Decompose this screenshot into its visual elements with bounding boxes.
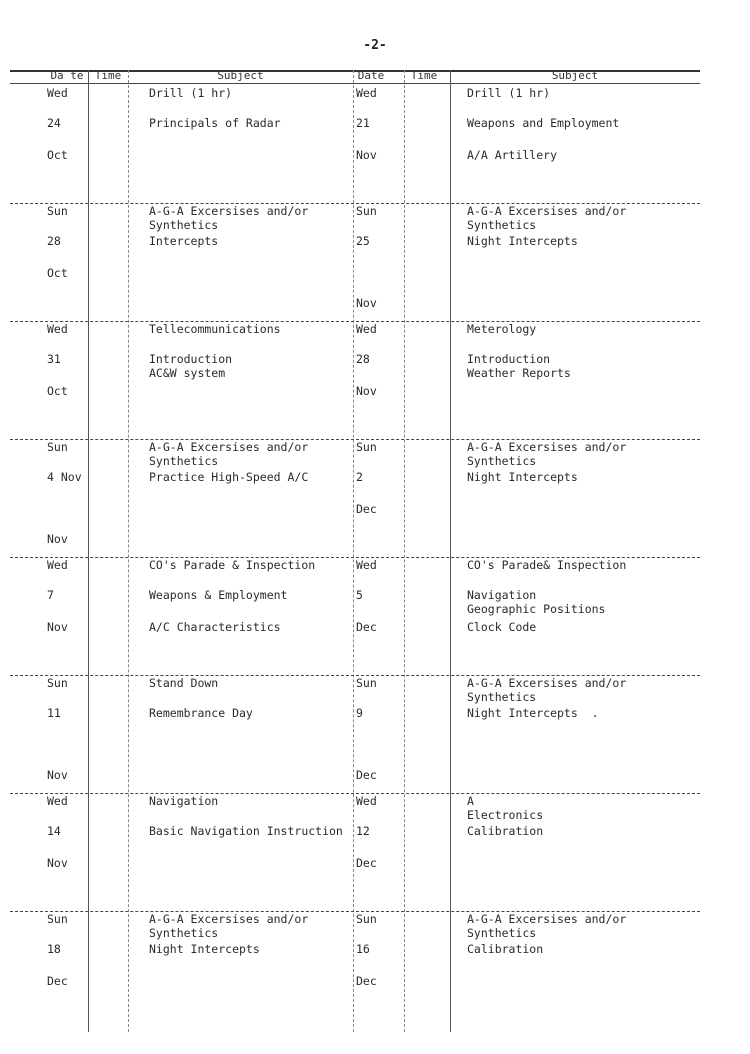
schedule-subject-left: Navigation — [149, 794, 219, 808]
schedule-subject-right: Night Intercepts . — [467, 706, 599, 720]
schedule-block — [10, 676, 700, 794]
schedule-date-right: Wed — [356, 322, 377, 336]
schedule-subject-right: A Electronics — [467, 794, 544, 822]
schedule-subject-left: Night Intercepts — [149, 942, 260, 956]
schedule-subject-right: Drill (1 hr) — [467, 86, 551, 100]
schedule-date-left: Dec — [47, 974, 68, 988]
schedule-date-right: Wed — [356, 558, 377, 572]
schedule-subject-right: Meterology — [467, 322, 537, 336]
schedule-date-left: Wed — [47, 558, 68, 572]
schedule-date-right: Sun — [356, 204, 377, 218]
schedule-date-right: 28 — [356, 352, 370, 366]
schedule-subject-left: CO's Parade & Inspection — [149, 558, 316, 572]
schedule-block — [10, 204, 700, 322]
schedule-date-right: Dec — [356, 856, 377, 870]
schedule-subject-right: Navigation Geographic Positions — [467, 588, 606, 616]
schedule-date-right: Sun — [356, 440, 377, 454]
schedule-date-right: Nov — [356, 148, 377, 162]
schedule-date-right: Wed — [356, 794, 377, 808]
schedule-subject-left: Tellecommunications — [149, 322, 281, 336]
schedule-date-left: 7 — [47, 588, 54, 602]
schedule-date-left: Oct — [47, 148, 68, 162]
schedule-date-left: Nov — [47, 856, 68, 870]
schedule-subject-right: A-G-A Excersises and/or Synthetics — [467, 912, 627, 940]
schedule-date-left: Sun — [47, 912, 68, 926]
schedule-subject-left: A/C Characteristics — [149, 620, 281, 634]
schedule-block — [10, 440, 700, 558]
schedule-date-right: Dec — [356, 502, 377, 516]
schedule-date-right: 25 — [356, 234, 370, 248]
schedule-date-left: Nov — [47, 768, 68, 782]
schedule-date-right: Nov — [356, 296, 377, 310]
schedule-subject-left: Introduction AC&W system — [149, 352, 233, 380]
schedule-date-right: Nov — [356, 384, 377, 398]
schedule-subject-right: A-G-A Excersises and/or Synthetics — [467, 204, 627, 232]
schedule-block — [10, 86, 700, 204]
schedule-date-right: Dec — [356, 768, 377, 782]
schedule-date-right: Dec — [356, 974, 377, 988]
schedule-subject-left: A-G-A Excersises and/or Synthetics — [149, 204, 309, 232]
header-time-left: Time — [94, 69, 122, 82]
schedule-subject-right: Weapons and Employment — [467, 116, 620, 130]
schedule-date-left: 31 — [47, 352, 61, 366]
schedule-subject-left: Basic Navigation Instruction — [149, 824, 343, 838]
schedule-date-left: Oct — [47, 384, 68, 398]
header-subject-right: Subject — [551, 69, 599, 82]
schedule-date-right: 5 — [356, 588, 363, 602]
schedule-block — [10, 794, 700, 912]
schedule-table — [10, 68, 700, 1032]
schedule-subject-right: A/A Artillery — [467, 148, 558, 162]
schedule-date-left: Oct — [47, 266, 68, 280]
schedule-subject-left: A-G-A Excersises and/or Synthetics — [149, 440, 309, 468]
schedule-subject-right: Clock Code — [467, 620, 537, 634]
schedule-date-right: 21 — [356, 116, 370, 130]
header-date-right: Date — [357, 69, 385, 82]
schedule-subject-right: A-G-A Excersises and/or Synthetics — [467, 440, 627, 468]
schedule-subject-right: A-G-A Excersises and/or Synthetics — [467, 676, 627, 704]
schedule-date-left: 18 — [47, 942, 61, 956]
schedule-subject-left: Weapons & Employment — [149, 588, 288, 602]
header-date-left: Da te — [50, 69, 84, 82]
schedule-subject-right: Night Intercepts — [467, 234, 578, 248]
schedule-date-left: Wed — [47, 322, 68, 336]
schedule-date-right: 12 — [356, 824, 370, 838]
schedule-date-left: Nov — [47, 620, 68, 634]
schedule-date-left: Sun — [47, 676, 68, 690]
header-subject-left: Subject — [217, 69, 264, 82]
schedule-subject-left: Principals of Radar — [149, 116, 281, 130]
schedule-subject-right: Night Intercepts — [467, 470, 578, 484]
schedule-date-right: Dec — [356, 620, 377, 634]
schedule-date-left: Wed — [47, 86, 68, 100]
schedule-subject-left: Practice High-Speed A/C — [149, 470, 309, 484]
schedule-date-left: 14 — [47, 824, 61, 838]
schedule-block — [10, 322, 700, 440]
schedule-subject-right: Introduction Weather Reports — [467, 352, 571, 380]
page-number: -2- — [363, 38, 387, 53]
header-rule — [10, 83, 700, 84]
schedule-date-left: 28 — [47, 234, 61, 248]
schedule-date-right: Sun — [356, 676, 377, 690]
schedule-subject-right: Calibration — [467, 942, 544, 956]
schedule-date-left: Sun — [47, 204, 68, 218]
schedule-date-left: Sun — [47, 440, 68, 454]
schedule-date-right: Sun — [356, 912, 377, 926]
schedule-subject-left: Intercepts — [149, 234, 219, 248]
schedule-subject-right: Calibration — [467, 824, 544, 838]
schedule-date-right: 2 — [356, 470, 363, 484]
schedule-date-right: Wed — [356, 86, 377, 100]
schedule-block — [10, 558, 700, 676]
schedule-date-right: 9 — [356, 706, 363, 720]
schedule-block — [10, 912, 700, 1030]
schedule-date-left: 4 Nov — [47, 470, 82, 484]
header-time-right: Time — [410, 69, 438, 82]
schedule-date-left: 11 — [47, 706, 61, 720]
schedule-subject-left: Remembrance Day — [149, 706, 253, 720]
schedule-subject-right: CO's Parade& Inspection — [467, 558, 627, 572]
schedule-subject-left: Drill (1 hr) — [149, 86, 233, 100]
schedule-date-left: 24 — [47, 116, 61, 130]
schedule-date-left: Nov — [47, 532, 68, 546]
schedule-date-left: Wed — [47, 794, 68, 808]
schedule-subject-left: A-G-A Excersises and/or Synthetics — [149, 912, 309, 940]
schedule-subject-left: Stand Down — [149, 676, 219, 690]
schedule-date-right: 16 — [356, 942, 370, 956]
